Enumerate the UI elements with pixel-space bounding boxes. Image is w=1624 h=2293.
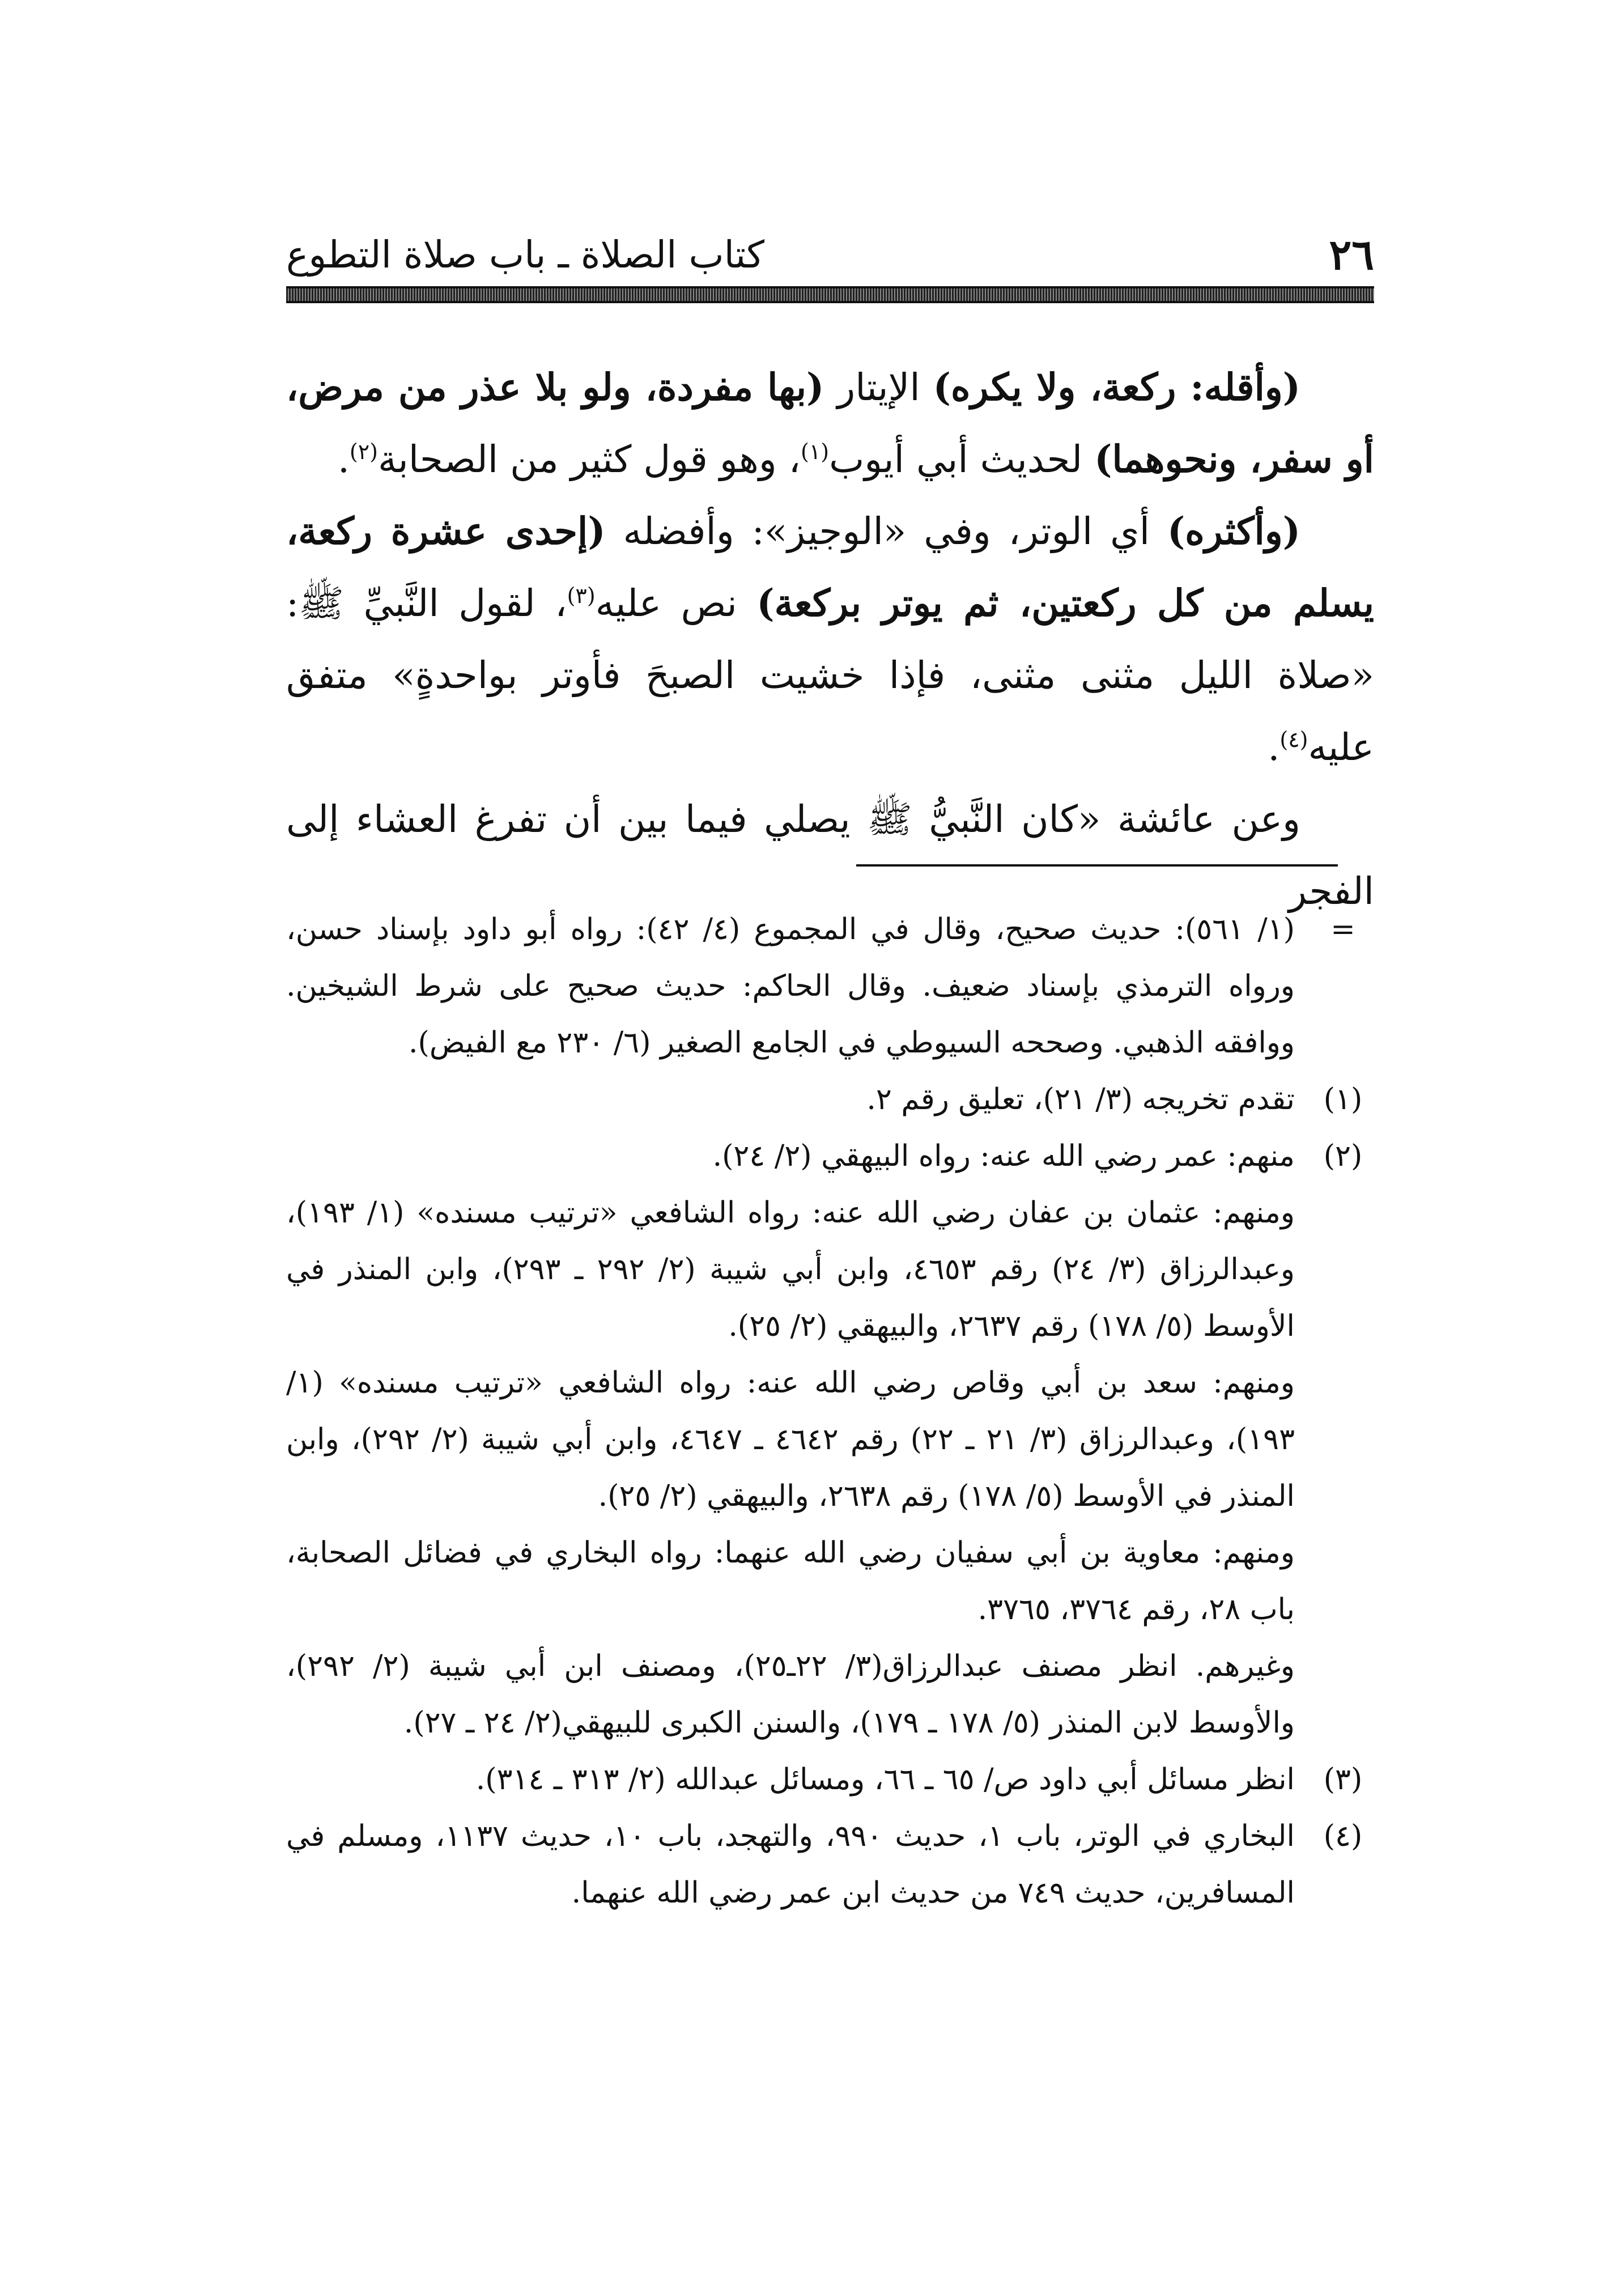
footnote-continuation xyxy=(286,901,1374,1071)
footnote-marker: (٣) xyxy=(1323,1763,1363,1797)
footnote-ref[interactable]: (٢) xyxy=(349,439,378,464)
footnote-text: وغيرهم. انظر مصنف عبدالرزاق(٣/ ٢٢ـ٢٥)، ومصنف ابن أبي شيبة (٢/ ٢٩٢)، والأوسط لابن المنذر (٥/ ١٧٨ ـ ١٧٩)، والسنن الكبرى للبيهقي(٢/ ٢٤ ـ ٢٧). xyxy=(286,1649,1295,1740)
footnote-2 xyxy=(286,1128,1374,1751)
footnote-text: انظر مسائل أبي داود ص/ ٦٥ ـ ٦٦، ومسائل عبدالله (٢/ ٣١٣ ـ ٣١٤). xyxy=(475,1763,1295,1797)
text: ، لقول النَّبيِّ ﷺ: «صلاة الليل مثنى مثنى، فإذا خشيت الصبحَ فأوتر بواحدةٍ» متفق عليه xyxy=(286,581,1374,769)
footnote-4 xyxy=(286,1808,1374,1921)
page-number: ٢٦ xyxy=(1329,231,1374,279)
header-rule xyxy=(286,286,1374,303)
footnote-text: ومنهم: عثمان بن عفان رضي الله عنه: رواه الشافعي «ترتيب مسنده» (١/ ١٩٣)، وعبدالرزاق (٣/ ٢٤) رقم ٤٦٥٣، وابن أبي شيبة (٢/ ٢٩٢ ـ ٢٩٣)، وابن المنذر في الأوسط (٥/ ١٧٨) رقم ٢٦٣٧، والبيهقي (٢/ ٢٥). xyxy=(286,1196,1295,1343)
footnote-marker: (١) xyxy=(1323,1082,1363,1116)
footnote-ref[interactable]: (١) xyxy=(800,439,830,464)
text: أي الوتر، وفي «الوجيز»: وأفضله xyxy=(605,509,1167,553)
footnote-ref[interactable]: (٤) xyxy=(1279,727,1308,752)
footnote-text: ومنهم: سعد بن أبي وقاص رضي الله عنه: رواه الشافعي «ترتيب مسنده» (١/ ١٩٣)، وعبدالرزاق (٣/ ٢١ ـ ٢٢) رقم ٤٦٤٢ ـ ٤٦٤٧، وابن أبي شيبة (٢/ ٢٩٢)، وابن المنذر في الأوسط (٥/ ١٧٨) رقم ٢٦٣٨، والبيهقي (٢/ ٢٥). xyxy=(286,1366,1295,1513)
text: الإيتار xyxy=(824,366,933,409)
footnote-3 xyxy=(286,1751,1374,1808)
footnotes xyxy=(286,901,1374,1921)
bold-text: (إحدى عشرة ركعة، يسلم من كل ركعتين، ثم يوتر بركعة) xyxy=(286,509,1374,625)
footnote-text: تقدم تخريجه (٣/ ٢١)، تعليق رقم ٢. xyxy=(866,1082,1295,1116)
footnote-text: منهم: عمر رضي الله عنه: رواه البيهقي (٢/ ٢٤). xyxy=(712,1139,1295,1173)
bold-text: (وأكثره) xyxy=(1167,509,1300,553)
footnote-marker: (٤) xyxy=(1323,1819,1363,1853)
footnote-separator xyxy=(856,864,1338,867)
text: . xyxy=(337,438,350,481)
main-paragraph-1 xyxy=(286,351,1374,495)
footnote-marker: = xyxy=(1330,912,1355,946)
running-header xyxy=(286,227,1374,283)
footnote-text: (١/ ٥٦١): حديث صحيح، وقال في المجموع (٤/ ٤٢): رواه أبو داود بإسناد حسن، ورواه الترمذي بإسناد ضعيف. وقال الحاكم: حديث صحيح على شرط الشيخين. ووافقه الذهبي. وصححه السيوطي في الجامع الصغير (٦/ ٢٣٠ مع الفيض). xyxy=(286,912,1295,1060)
text: . xyxy=(1268,725,1280,769)
footnote-text: ومنهم: معاوية بن أبي سفيان رضي الله عنهما: رواه البخاري في فضائل الصحابة، باب ٢٨، رقم ٣٧٦٤، ٣٧٦٥. xyxy=(286,1536,1295,1627)
bold-text: (بها مفردة، ولو بلا عذر من مرض، أو سفر، ونحوهما) xyxy=(286,365,1374,481)
footnote-ref[interactable]: (٣) xyxy=(567,583,596,608)
text: نص عليه xyxy=(595,581,757,625)
main-text xyxy=(286,351,1374,927)
footnote-1 xyxy=(286,1071,1374,1128)
footnote-text: البخاري في الوتر، باب ١، حديث ٩٩٠، والتهجد، باب ١٠، حديث ١١٣٧، ومسلم في المسافرين، حديث ٧٤٩ من حديث ابن عمر رضي الله عنهما. xyxy=(286,1819,1295,1910)
main-paragraph-2 xyxy=(286,495,1374,783)
text: ، وهو قول كثير من الصحابة xyxy=(378,438,801,481)
main-paragraph-3: وعن عائشة «كان النَّبيُّ ﷺ يصلي فيما بين أن تفرغ العشاء إلى الفجر xyxy=(286,797,1374,913)
footnote-marker: (٢) xyxy=(1323,1139,1363,1173)
header-title: كتاب الصلاة ـ باب صلاة التطوع xyxy=(286,233,765,277)
bold-text: (وأقله: ركعة، ولا يكره) xyxy=(933,365,1301,409)
text: لحديث أبي أيوب xyxy=(829,438,1095,481)
